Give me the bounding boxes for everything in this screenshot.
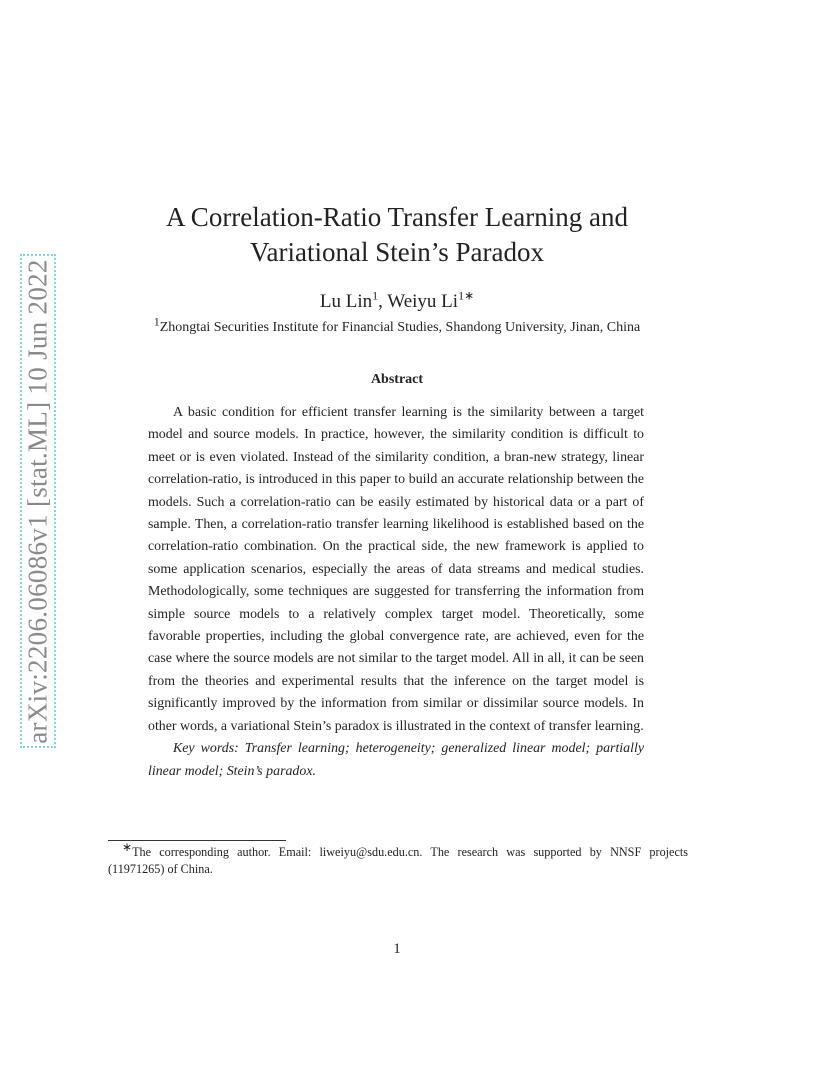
footnote-mark: ∗ (122, 839, 133, 854)
paper-title-line-2: Variational Stein’s Paradox (250, 237, 544, 267)
footnote-text: The corresponding author. Email: liweiyu@sdu.edu.cn. The research was supported by NNSF projects (11971265) of China. (108, 845, 688, 876)
footnote (108, 839, 688, 878)
author-affiliation-mark: 1∗ (458, 288, 475, 303)
paper-title (100, 200, 694, 270)
paper-title-line-1: A Correlation-Ratio Transfer Learning and (166, 202, 628, 232)
author-affiliation-mark: 1 (372, 288, 379, 303)
abstract-heading: Abstract (370, 372, 424, 387)
abstract-section (148, 402, 644, 783)
author-list (100, 288, 694, 313)
author-name: Weiyu Li (387, 291, 459, 312)
affiliation (100, 314, 694, 336)
abstract-paragraph: A basic condition for efficient transfer learning is the similarity between a target model and source models. In practice, however, the similarity condition is difficult to meet or is even violated. Instead of the similarity condition, a bran-new strategy, linear correlation-ratio, is introduced in this paper to build an accurate relationship between the models. Such a correlation-ratio can be easily estimated by historical data or a part of sample. Then, a correlation-ratio transfer learning likelihood is established based on the correlation-ratio combination. On the practical side, the new framework is applied to some application scenarios, especially the areas of data streams and medical studies. Methodologically, some techniques are suggested for transferring the information from simple source models to a relatively complex target model. Theoretically, some favorable properties, including the global convergence rate, are achieved, even for the case where the source models are not similar to the target model. All in all, it can be seen from the theories and experimental results that the inference on the target model is significantly improved by the information from similar or dissimilar source models. In other words, a variational Stein’s paradox is illustrated in the context of transfer learning. (148, 405, 644, 734)
footnote-divider (108, 840, 286, 841)
page-number: 1 (393, 941, 401, 957)
affiliation-text: Zhongtai Securities Institute for Financial Studies, Shandong University, Jinan, China (159, 320, 641, 335)
keywords: Key words: Transfer learning; heterogeneity; generalized linear model; partially linear model; Stein’s paradox. (148, 741, 644, 779)
affiliation-mark: 1 (153, 314, 160, 329)
arxiv-identifier-text: arXiv:2206.06086v1 [stat.ML] 10 Jun 2022 (22, 258, 53, 744)
arxiv-identifier-stamp (20, 254, 56, 748)
author-separator: , (378, 291, 388, 312)
author-name: Lu Lin (319, 291, 373, 312)
